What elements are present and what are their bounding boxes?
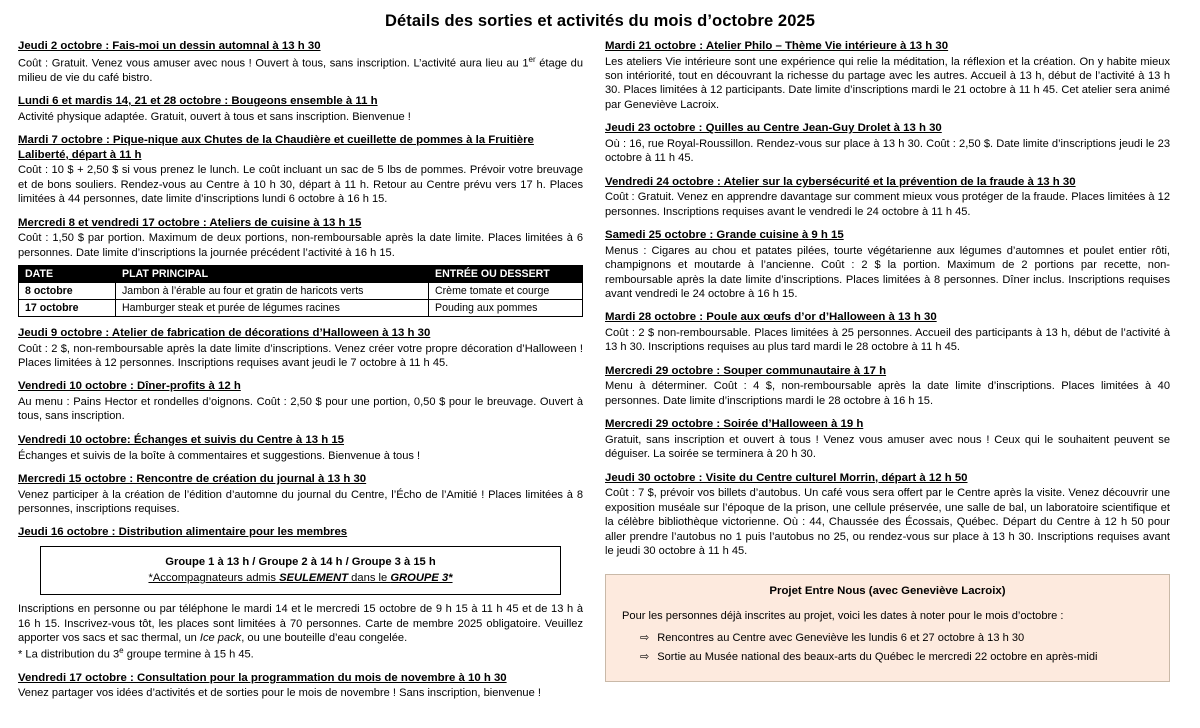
activity-body: Coût : Gratuit. Venez vous amuser avec nous ! Ouvert à tous, sans inscription. L’activité aura lieu au 1er étage du milieu de vie du café bistro. [18,54,583,84]
activity-entry [605,364,1170,408]
activity-heading: Mardi 21 octobre : Atelier Philo – Thème Vie intérieure à 13 h 30 [605,40,949,52]
projet-title: Projet Entre Nous (avec Geneviève Lacroix) [769,585,1006,598]
groupe-line-2 [51,570,550,586]
projet-entre-nous-box [605,574,1170,681]
activity-body: Coût : 2 $, non-remboursable après la date limite d’inscriptions. Venez créer votre propre décoration d’Halloween ! Places limitées à 12 personnes. Inscriptions requises avant jeudi le 7 octobre à 11 h 45. [18,342,583,370]
activity-entry [605,175,1170,219]
activity-body: Activité physique adaptée. Gratuit, ouvert à tous et sans inscription. Bienvenue ! [18,110,411,123]
activity-heading: Vendredi 24 octobre : Atelier sur la cybersécurité et la prévention de la fraude à 13 h 30 [605,175,1076,188]
distribution-note: Inscriptions en personne ou par téléphone le mardi 14 et le mercredi 15 octobre de 9 h 15 à 11 h 45 et de 13 h à 16 h 15. Inscrivez-vous tôt, les places sont limitées à 70 personnes. Carte de membre 2025 obligatoire. Veuillez apporter vos sacs et sac thermal, un Ice pack, ou une bouteille d’eau congelée. * La distribution du 3e groupe termine à 15 h 45. [18,603,583,661]
groupe-prefix: *Accompagnateurs admis [148,572,280,585]
menu-table [18,265,583,317]
activity-heading: Mercredi 15 octobre : Rencontre de création du journal à 13 h 30 [18,472,367,485]
activity-heading: Mardi 28 octobre : Poule aux œufs d’or d’Halloween à 13 h 30 [605,311,937,324]
cell-plat: Hamburger steak et purée de légumes racines [116,300,429,317]
activity-body: Coût : 10 $ + 2,50 $ si vous prenez le lunch. Le coût incluant un sac de 5 lbs de pommes. Prévoir votre breuvage et de bons souliers. Rendez-vous au Centre à 10 h 30, départ à 11 h. Retour au Centre prévu vers 17 h. Places limitées à 44 personnes, date limite d’inscriptions lundi 6 octobre à 16 h 15. [18,164,583,206]
activity-entry [18,433,583,463]
cell-date: 8 octobre [19,283,116,300]
column-header-date: DATE [19,266,116,283]
left-column [18,39,583,710]
activity-heading: Lundi 6 et mardis 14, 21 et 28 octobre : Bougeons ensemble à 11 h [18,95,378,108]
activity-entry [605,471,1170,559]
activity-heading: Mercredi 8 et vendredi 17 octobre : Ateliers de cuisine à 13 h 15 [18,216,362,229]
activity-heading: Jeudi 23 octobre : Quilles au Centre Jean-Guy Drolet à 13 h 30 [605,122,942,135]
column-header-entree: ENTRÉE OU DESSERT [429,266,583,283]
cell-entree: Pouding aux pommes [429,300,583,317]
projet-list [622,631,1153,665]
activity-heading: Vendredi 10 octobre : Dîner-profits à 12 h [18,380,241,393]
arrow-right-icon: ⇨ [640,650,650,663]
list-item-label: Rencontres au Centre avec Geneviève les lundis 6 et 27 octobre à 13 h 30 [657,631,1025,644]
projet-intro: Pour les personnes déjà inscrites au projet, voici les dates à noter pour le mois d’octobre : [622,609,1064,622]
groupe-line-1: Groupe 1 à 13 h / Groupe 2 à 14 h / Groupe 3 à 15 h [165,555,436,568]
activity-body: Au menu : Pains Hector et rondelles d’oignons. Coût : 2,50 $ pour une portion, 0,50 $ pour le breuvage. Ouvert à tous, sans inscription. [18,396,583,423]
activity-body: Coût : Gratuit. Venez en apprendre davantage sur comment mieux vous protéger de la fraude. Places limitées à 12 personnes. Inscriptions requises avant le vendredi le 24 octobre à 11 h 45. [605,191,1170,218]
list-item [622,650,1153,665]
activity-entry [605,310,1170,354]
table-row [19,283,583,300]
arrow-right-icon: ⇨ [640,631,650,644]
table-row [19,300,583,317]
activity-heading: Jeudi 9 octobre : Atelier de fabrication de décorations d’Halloween à 13 h 30 [18,327,431,340]
activity-entry-distribution [18,525,583,661]
list-item [622,631,1153,646]
groupe-italic: GROUPE 3* [390,572,453,585]
activity-entry [18,133,583,206]
activity-heading: Mercredi 29 octobre : Souper communautaire à 17 h [605,364,887,377]
activity-entry [18,216,583,317]
activity-entry [18,472,583,516]
activity-body: Les ateliers Vie intérieure sont une expérience qui relie la méditation, la réflexion et la création. On y habite mieux son intériorité, tout en découvrant la richesse du partage avec les autres. Accueil à 13 h, début de l’activité à 13 h 30. Places limitées à 12 participants. Date limite d’inscriptions mardi le 21 octobre à 11 h 45. Cet atelier sera animé par Geneviève Lacroix. [605,55,1170,111]
activity-entry [605,39,1170,112]
activity-entry [605,121,1170,165]
activity-entry [18,94,583,124]
activity-heading: Samedi 25 octobre : Grande cuisine à 9 h 15 [605,229,844,242]
activity-body: Venez participer à la création de l’édition d’automne du journal du Centre, l’Écho de l’Amitié ! Places limitées à 8 personnes, inscriptions requises. [18,488,583,515]
activity-heading: Jeudi 2 octobre : Fais-moi un dessin automnal à 13 h 30 [18,40,321,52]
table-header-row [19,266,583,283]
list-item-label: Sortie au Musée national des beaux-arts du Québec le mercredi 22 octobre en après-midi [657,650,1098,663]
activity-body: Coût : 1,50 $ par portion. Maximum de deux portions, non-remboursable après la date limite. Places limitées à 6 personnes. Date limite d’inscriptions la journée précédent l’activité à 16 h 15. [18,232,583,259]
groupe-middle: dans le [348,572,391,585]
activity-entry [18,379,583,423]
activity-body: Coût : 7 $, prévoir vos billets d’autobus. Un café vous sera offert par le Centre après la visite. Venez découvrir une exposition muséale sur l’époque de la prison, une cellule préservée, une salle de bal, un laboratoire scientifique et la célèbre bibliothèque victorienne. Où : 44, Chaussée des Écossais, Québec. Départ du Centre à 12 h 50 pour aller prendre l’autobus no 1 puis l’autobus no 25, ou rendez-vous sur place à 13 h 30. Inscriptions requises avant le jeudi 30 octobre à 11 h 45. [605,487,1170,558]
activity-body: Menu à déterminer. Coût : 4 $, non-remboursable après la date limite d’inscriptions. Places limitées à 40 personnes. Date limite d’inscriptions mardi le 28 octobre à 16 h 15. [605,380,1170,407]
activity-heading: Vendredi 17 octobre : Consultation pour la programmation du mois de novembre à 10 h 30 [18,671,507,684]
groupe-emphasis: SEULEMENT [279,572,349,585]
activity-body: Menus : Cigares au chou et patates pilées, tourte végétarienne aux légumes d’automnes et poulet entier rôti, champignons et moutarde à l’ancienne. Coût : 2 $ la portion. Maximum de 2 portions par recette, non-remboursable après la date limite d’inscriptions. Places limitées à 8 personnes. Dîner inclus. Inscriptions requises avant vendredi le 24 octobre à 16 h 15. [605,244,1170,301]
activity-entry [605,228,1170,301]
activity-heading: Mercredi 29 octobre : Soirée d’Halloween à 19 h [605,418,864,431]
activity-heading: Jeudi 30 octobre : Visite du Centre culturel Morrin, départ à 12 h 50 [605,471,968,484]
cell-entree: Crème tomate et courge [429,283,583,300]
activity-entry [18,39,583,85]
activity-body: Venez partager vos idées d’activités et de sorties pour le mois de novembre ! Sans inscription, bienvenue ! [18,687,541,700]
activity-body: Où : 16, rue Royal-Roussillon. Rendez-vous sur place à 13 h 30. Coût : 2,50 $. Date limite d’inscriptions jeudi le 23 octobre à 11 h 45. [605,137,1170,165]
activity-heading: Jeudi 16 octobre : Distribution alimentaire pour les membres [18,526,348,539]
activity-body: Échanges et suivis de la boîte à commentaires et suggestions. Bienvenue à tous ! [18,449,421,462]
right-column [605,39,1170,682]
activity-entry [605,417,1170,461]
page-title: Détails des sorties et activités du mois d’octobre 2025 [384,12,816,30]
activity-entry [18,326,583,370]
column-header-plat: PLAT PRINCIPAL [116,266,429,283]
activity-body: Coût : 2 $ non-remboursable. Places limitées à 25 personnes. Accueil des participants à 13 h, début de l’activité à 13 h 30. Inscriptions requises au plus tard mardi le 28 octobre à 11 h 45. [605,327,1170,354]
cell-plat: Jambon à l’érable au four et gratin de haricots verts [116,283,429,300]
groupe-box [40,546,561,595]
two-column-layout [18,39,1182,710]
cell-date: 17 octobre [19,300,116,317]
activity-heading: Mardi 7 octobre : Pique-nique aux Chutes de la Chaudière et cueillette de pommes à la Fruitière Laliberté, départ à 11 h [18,134,534,161]
activity-entry [18,671,583,701]
activity-heading: Vendredi 10 octobre: Échanges et suivis du Centre à 13 h 15 [18,433,345,446]
activity-body: Gratuit, sans inscription et ouvert à tous ! Venez vous amuser avec nous ! Ceux qui le souhaitent peuvent se déguiser. La soirée se terminera à 20 h 30. [605,433,1170,461]
